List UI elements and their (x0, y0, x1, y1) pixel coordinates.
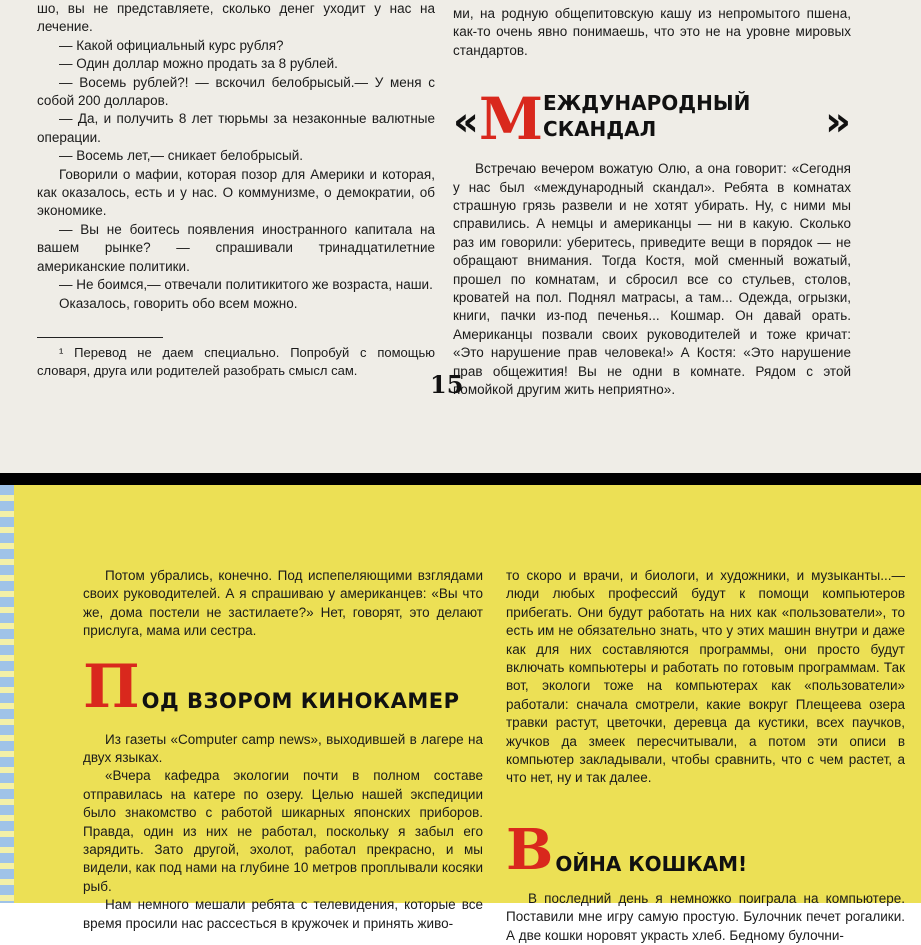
paragraph: Оказалось, говорить обо всем можно. (59, 295, 298, 311)
heading-text: ОД ВЗОРОМ КИНОКАМЕР (141, 689, 460, 714)
paragraph: Нам немного мешали ребята с телевидения, которые все время просили нас рассесться в кружочек и принять живо- (83, 897, 483, 931)
paragraph: — Один доллар можно продать за 8 рублей. (59, 56, 338, 72)
heading-dropcap: М (478, 85, 544, 154)
page-number: 15 (430, 370, 464, 399)
magazine-page-bottom (0, 485, 921, 943)
paragraph: — Восемь лет,— сникает белобрысый. (59, 148, 304, 164)
paragraph: — Не боимся,— отвечали политикитого же возраста, наши. (59, 277, 433, 293)
paragraph: Из газеты «Computer camp news», выходившей в лагере на двух языках. (83, 731, 483, 766)
paragraph: ми, на родную общепитовскую кашу из непромытого пшена, как-то очень явно понимаешь, что это не на уровне мировых стандартов. (453, 6, 851, 58)
bottom-right-column (506, 567, 905, 945)
paragraph: — Какой официальный курс рубля? (59, 37, 284, 53)
top-left-column (37, 0, 435, 380)
bottom-left-column (83, 567, 483, 933)
heading-dropcap: П (83, 651, 140, 722)
page-edge-stripe (0, 485, 14, 903)
section-heading-war-on-cats (506, 816, 905, 883)
footnote-divider (37, 337, 163, 338)
section-heading-international-scandal (453, 85, 851, 154)
heading-open-quote: « (453, 99, 479, 146)
paragraph: В последний день я немножко поиграла на компьютере. Поставили мне игру самую простую. Булочник печет рогалики. А две кошки норовят украсть хлеб. Бедному булочни- (506, 890, 905, 943)
paragraph: Говорили о мафии, которая позор для Америки и которая, как оказалось, есть и у нас. О коммунизме, о демократии, об экономике. (37, 166, 435, 219)
top-right-column (453, 5, 851, 400)
paragraph: то скоро и врачи, и биологи, и художники, и музыканты...— люди любых профессий будут к помощи компьютеров прибегать. Они будут работать на них как «пользователи», то есть им не обязательно знать, что у этих машин внутри и даже как для них составляются программы, они просто будут включать компьютеры и работать по готовым программам. Так вот, экологи тоже на компьютерах как «пользователи» работали: сначала смотрели, какие вокруг Плещеева озера травки растут, цветочки, деревца да кустики, всех паучков, жучков да змеек пересчитывали, а потом эти описи в компьютер закладывали, чтобы сравнить, что с чем растет, а что нет, ну и так далее. (506, 568, 905, 786)
heading-dropcap: В (506, 816, 554, 883)
paragraph: «Вчера кафедра экологии почти в полном составе отправилась на катере по озеру. Целью нашей экспедиции было знакомство с работой шикарных японских приборов. Правда, один из них не работал, поскольку я забыл его зарядить. Зато другой, эхолот, работал прекрасно, и мы видели, как под нами на глубине 10 метров проплывали косяки рыб. (83, 768, 483, 894)
paragraph: — Восемь рублей?! — вскочил белобрысый.— У меня с собой 200 долларов. (37, 74, 435, 109)
footnote: ¹ Перевод не даем специально. Попробуй с помощью словаря, друга или родителей разобрать смысл сам. (37, 344, 435, 378)
paragraph: — Да, и получить 8 лет тюрьмы за незаконные валютные операции. (37, 111, 435, 145)
heading-close-quote: » (825, 99, 851, 146)
section-heading-under-cameras (83, 651, 483, 722)
paragraph: Встречаю вечером вожатую Олю, а она говорит: «Сегодня у нас был «международный скандал». Ребята в комнатах страшную грязь развели и не хотят убирать. Ну, с ними мы справились. А немцы и американцы — ни в какую. Сколько раз им говорили: уберитесь, приведите вещи в порядок — не обращают внимания. Тогда Костя, мой сменный вожатый, прошел по комнатам, и сбросил все со стульев, столов, кроватей на пол. Поднял матрасы, а там... Одежда, огрызки, книги, пачки из-под печенья... Кошмар. Он давай орать. Американцы позвали своих руководителей и тоже кричат: «Это нарушение прав человека!» А Костя: «Это нарушение прав общежития! Вы не одни в комнате. Рядом с этой помойкой другим жить неприятно». (453, 161, 851, 398)
paragraph: Потом убрались, конечно. Под испепеляющими взглядами своих руководителей. А я спрашиваю у американцев: «Вы что же, дома постели не застилаете?» Нет, говорят, это делают прислуга, мама или сестра. (83, 568, 483, 639)
heading-text: ЕЖДУНАРОДНЫЙ СКАНДАЛ (543, 91, 751, 142)
paragraph: — Вы не боитесь появления иностранного капитала на вашем рынке? — спрашивали тринадцатилетние американские политики. (37, 221, 435, 274)
page-divider (0, 473, 921, 485)
paragraph: шо, вы не представляете, сколько денег уходит у нас на лечение. (37, 1, 435, 35)
heading-text: ОЙНА КОШКАМ! (555, 852, 748, 877)
